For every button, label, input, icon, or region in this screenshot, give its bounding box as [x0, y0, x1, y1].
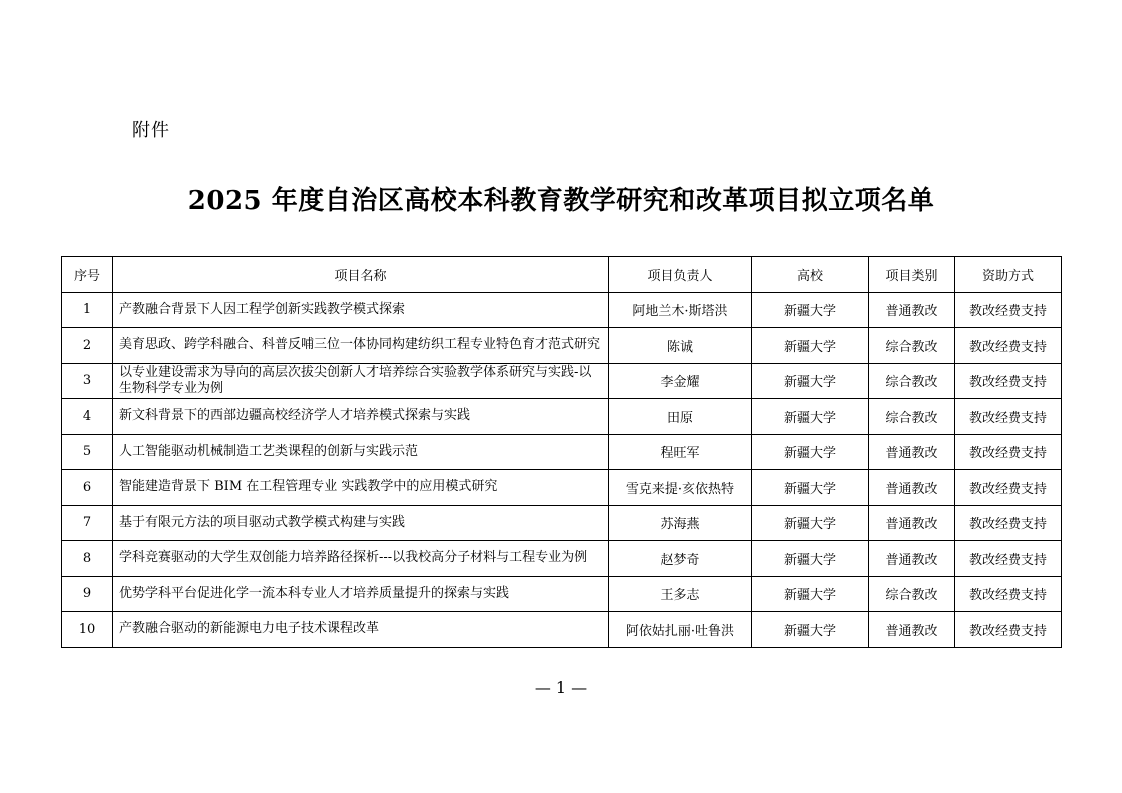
cell-university: 新疆大学	[752, 541, 869, 577]
cell-funding: 教改经费支持	[955, 612, 1062, 648]
cell-university: 新疆大学	[752, 363, 869, 399]
cell-funding: 教改经费支持	[955, 576, 1062, 612]
cell-university: 新疆大学	[752, 612, 869, 648]
cell-category: 综合教改	[869, 399, 955, 435]
cell-university: 新疆大学	[752, 292, 869, 328]
cell-university: 新疆大学	[752, 328, 869, 364]
cell-project-name: 产教融合驱动的新能源电力电子技术课程改革	[113, 612, 609, 648]
cell-index: 7	[62, 505, 113, 541]
cell-leader: 苏海燕	[609, 505, 752, 541]
cell-category: 综合教改	[869, 576, 955, 612]
header-leader: 项目负责人	[609, 257, 752, 293]
header-university: 高校	[752, 257, 869, 293]
cell-funding: 教改经费支持	[955, 541, 1062, 577]
cell-project-name: 优势学科平台促进化学一流本科专业人才培养质量提升的探索与实践	[113, 576, 609, 612]
header-project-name: 项目名称	[113, 257, 609, 293]
cell-leader: 田原	[609, 399, 752, 435]
table-row	[62, 434, 1062, 470]
cell-university: 新疆大学	[752, 470, 869, 506]
header-index: 序号	[62, 257, 113, 293]
cell-leader: 雪克来提·亥依热特	[609, 470, 752, 506]
cell-project-name: 智能建造背景下 BIM 在工程管理专业 实践教学中的应用模式研究	[113, 470, 609, 506]
cell-index: 9	[62, 576, 113, 612]
cell-leader: 李金耀	[609, 363, 752, 399]
cell-index: 3	[62, 363, 113, 399]
cell-category: 普通教改	[869, 612, 955, 648]
page-number: — 1 —	[534, 678, 588, 697]
cell-category: 普通教改	[869, 505, 955, 541]
cell-index: 2	[62, 328, 113, 364]
cell-leader: 赵梦奇	[609, 541, 752, 577]
cell-leader: 阿地兰木·斯塔洪	[609, 292, 752, 328]
project-table	[61, 256, 1062, 648]
table-row	[62, 328, 1062, 364]
table-row	[62, 363, 1062, 399]
cell-project-name: 基于有限元方法的项目驱动式教学模式构建与实践	[113, 505, 609, 541]
cell-index: 6	[62, 470, 113, 506]
cell-project-name: 以专业建设需求为导向的高层次拔尖创新人才培养综合实验教学体系研究与实践-以生物科学专业为例	[113, 363, 609, 399]
header-category: 项目类别	[869, 257, 955, 293]
table-row	[62, 576, 1062, 612]
cell-index: 8	[62, 541, 113, 577]
cell-funding: 教改经费支持	[955, 292, 1062, 328]
cell-funding: 教改经费支持	[955, 363, 1062, 399]
cell-category: 综合教改	[869, 328, 955, 364]
cell-project-name: 产教融合背景下人因工程学创新实践教学模式探索	[113, 292, 609, 328]
header-funding: 资助方式	[955, 257, 1062, 293]
cell-funding: 教改经费支持	[955, 505, 1062, 541]
cell-university: 新疆大学	[752, 434, 869, 470]
cell-index: 4	[62, 399, 113, 435]
table-row	[62, 470, 1062, 506]
cell-leader: 阿依姑扎丽·吐鲁洪	[609, 612, 752, 648]
cell-index: 10	[62, 612, 113, 648]
page-title: 2025 年度自治区高校本科教育教学研究和改革项目拟立项名单	[187, 186, 935, 216]
cell-category: 普通教改	[869, 292, 955, 328]
cell-index: 1	[62, 292, 113, 328]
cell-project-name: 新文科背景下的西部边疆高校经济学人才培养模式探索与实践	[113, 399, 609, 435]
cell-funding: 教改经费支持	[955, 434, 1062, 470]
cell-leader: 程旺军	[609, 434, 752, 470]
table-row	[62, 292, 1062, 328]
cell-leader: 王多志	[609, 576, 752, 612]
table-row	[62, 505, 1062, 541]
table-row	[62, 612, 1062, 648]
table-row	[62, 399, 1062, 435]
cell-funding: 教改经费支持	[955, 328, 1062, 364]
cell-leader: 陈诚	[609, 328, 752, 364]
cell-index: 5	[62, 434, 113, 470]
cell-project-name: 学科竞赛驱动的大学生双创能力培养路径探析---以我校高分子材料与工程专业为例	[113, 541, 609, 577]
cell-funding: 教改经费支持	[955, 470, 1062, 506]
table-row	[62, 541, 1062, 577]
cell-project-name: 美育思政、跨学科融合、科普反哺三位一体协同构建纺织工程专业特色育才范式研究	[113, 328, 609, 364]
cell-university: 新疆大学	[752, 576, 869, 612]
table-header-row	[62, 257, 1062, 293]
cell-funding: 教改经费支持	[955, 399, 1062, 435]
cell-category: 普通教改	[869, 470, 955, 506]
cell-university: 新疆大学	[752, 399, 869, 435]
cell-university: 新疆大学	[752, 505, 869, 541]
attachment-label: 附件	[132, 120, 170, 141]
cell-category: 普通教改	[869, 434, 955, 470]
cell-category: 普通教改	[869, 541, 955, 577]
cell-project-name: 人工智能驱动机械制造工艺类课程的创新与实践示范	[113, 434, 609, 470]
cell-category: 综合教改	[869, 363, 955, 399]
